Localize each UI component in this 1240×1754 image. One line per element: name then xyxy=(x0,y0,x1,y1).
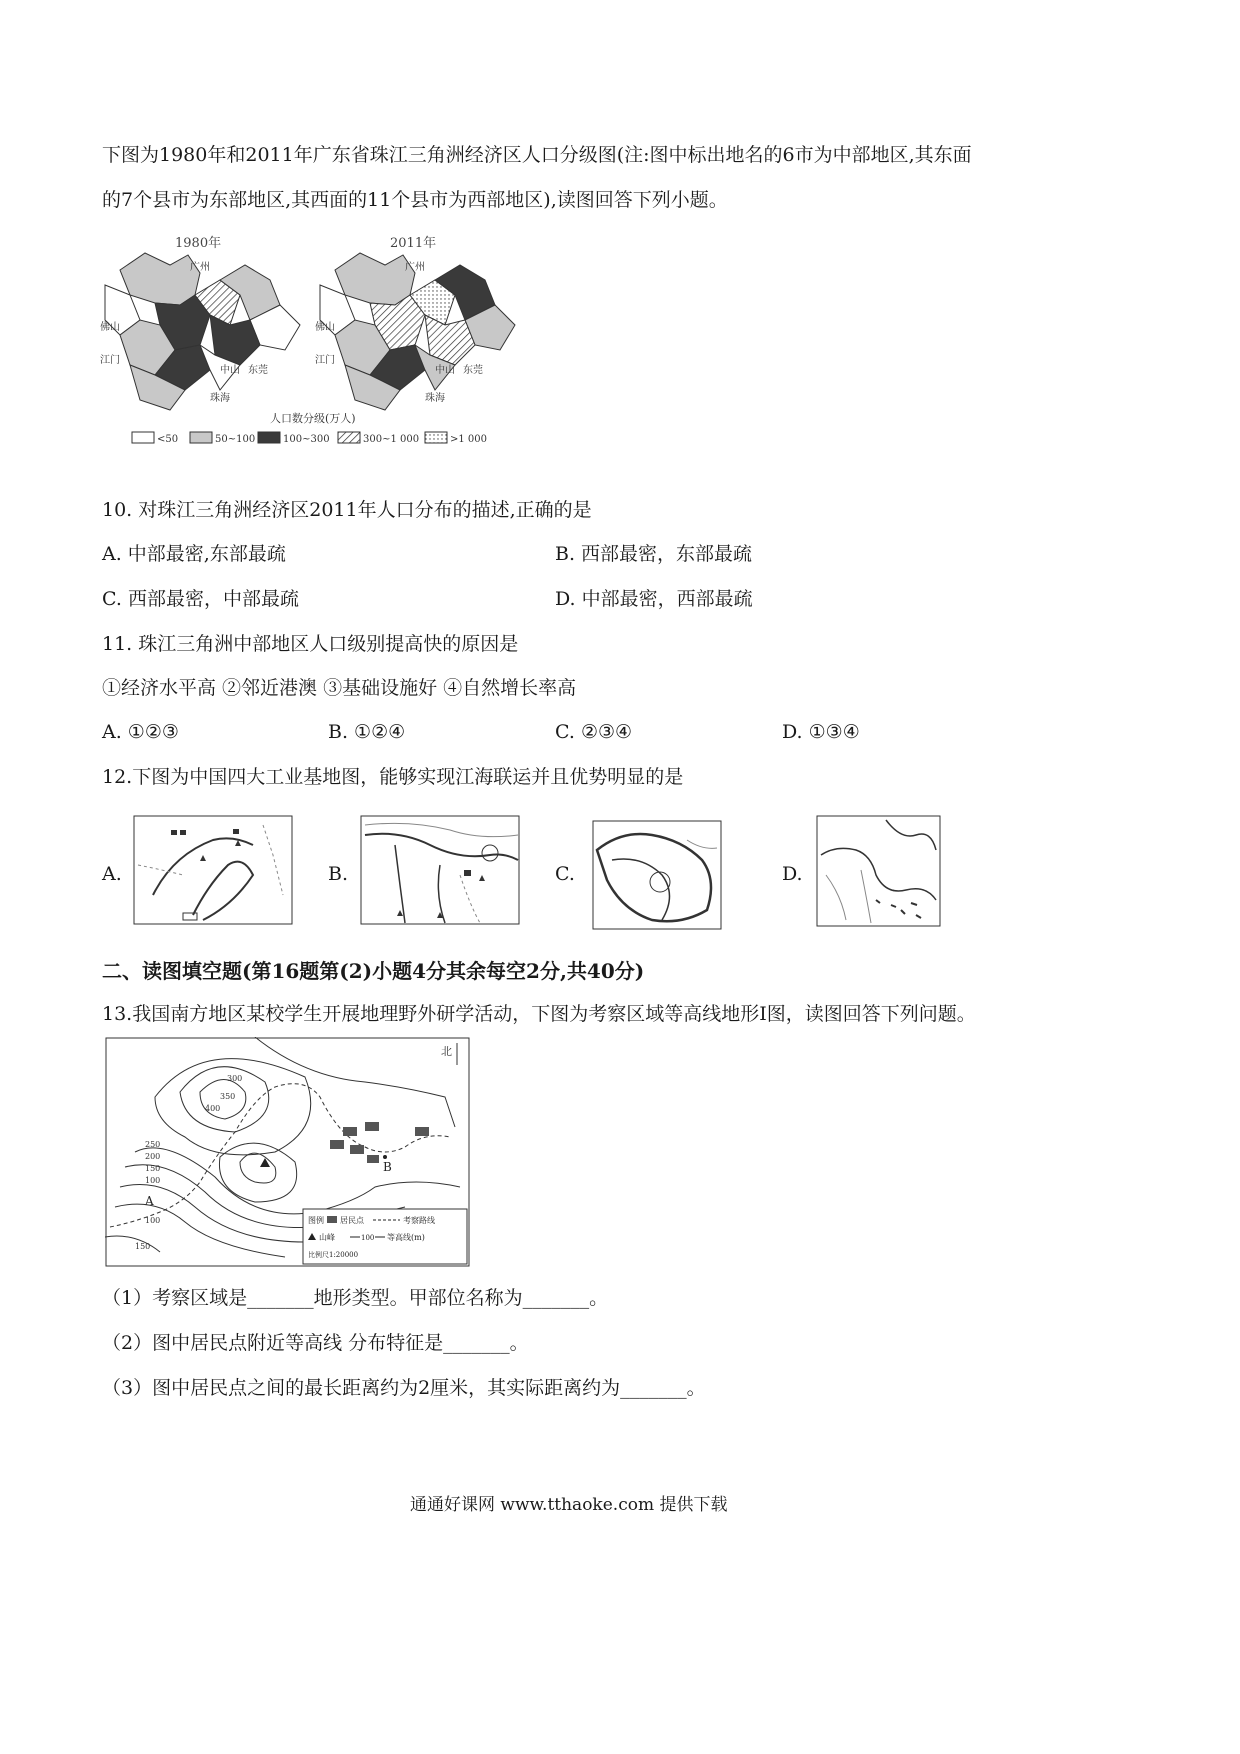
population-maps-figure xyxy=(100,225,540,455)
place-zhuhai-2011: 珠海 xyxy=(425,393,445,404)
settlement-5 xyxy=(367,1155,379,1163)
contour-label-250: 250 xyxy=(145,1140,161,1149)
legend-label-5: >1 000 xyxy=(450,434,488,445)
legend-title: 人口数分级(万人) xyxy=(270,412,356,425)
map-2011 xyxy=(315,235,515,410)
place-guangzhou-2011: 广州 xyxy=(405,262,425,273)
legend-title: 图例 xyxy=(308,1216,324,1225)
q11-option-d[interactable]: D. ①③④ xyxy=(782,721,860,743)
year-label-1980: 1980年 xyxy=(175,236,222,251)
legend-label-1: <50 xyxy=(157,434,179,445)
q11-option-c[interactable]: C. ②③④ xyxy=(555,721,633,743)
legend-route-label: 考察路线 xyxy=(403,1216,435,1225)
contour-label-350: 350 xyxy=(220,1092,236,1101)
legend-swatch-2 xyxy=(190,432,212,443)
place-jiangmen-2011: 江门 xyxy=(315,355,335,366)
settlement-4 xyxy=(350,1145,364,1154)
contour-label-150: 150 xyxy=(145,1164,161,1173)
q10-option-c[interactable]: C. 西部最密，中部最疏 xyxy=(102,588,299,610)
q13-sub-3: （3）图中居民点之间的最长距离约为2厘米，其实际距离约为_______。 xyxy=(102,1377,706,1399)
place-dongguan-1980: 东莞 xyxy=(248,365,268,376)
place-zhongshan-2011: 中山 xyxy=(435,365,455,376)
q10-option-a[interactable]: A. 中部最密,东部最疏 xyxy=(102,543,286,565)
place-dongguan-2011: 东莞 xyxy=(463,365,483,376)
legend-label-2: 50~100 xyxy=(215,434,256,445)
legend-label-3: 100~300 xyxy=(283,434,330,445)
legend-peak-label: 山峰 xyxy=(319,1233,335,1242)
place-foshan-2011: 佛山 xyxy=(315,322,335,333)
legend-settlement-label: 居民点 xyxy=(340,1216,364,1225)
legend xyxy=(132,432,487,445)
q13-stem: 13.我国南方地区某校学生开展地理野外研学活动，下图为考察区域等高线地形Ⅰ图，读图回答下列问题。 xyxy=(102,1003,976,1025)
q13-sub-1: （1）考察区域是_______地形类型。甲部位名称为_______。 xyxy=(102,1287,609,1309)
place-zhongshan-1980: 中山 xyxy=(220,365,240,376)
q11-option-a[interactable]: A. ①②③ xyxy=(102,721,179,743)
q12-label-b[interactable]: B. xyxy=(328,863,349,885)
q12-stem: 12.下图为中国四大工业基地图，能够实现江海联运并且优势明显的是 xyxy=(102,766,684,788)
footer-text: 通通好课网 www.tthaoke.com 提供下载 xyxy=(410,1495,728,1515)
legend-contour-sample: 100 xyxy=(361,1234,375,1242)
legend-settlement-swatch xyxy=(327,1216,337,1223)
map-1980 xyxy=(100,235,300,410)
q12-label-d[interactable]: D. xyxy=(782,863,803,885)
q12-map-b[interactable] xyxy=(360,815,520,925)
q11-items: ①经济水平高 ②邻近港澳 ③基础设施好 ④自然增长率高 xyxy=(102,677,577,699)
place-foshan-1980: 佛山 xyxy=(100,322,120,333)
q13-sub-2: （2）图中居民点附近等高线 分布特征是_______。 xyxy=(102,1332,529,1354)
point-a-label: A xyxy=(145,1194,154,1208)
q10-stem: 10. 对珠江三角洲经济区2011年人口分布的描述,正确的是 xyxy=(102,499,592,521)
year-label-2011: 2011年 xyxy=(390,236,437,251)
point-b-marker xyxy=(383,1155,387,1159)
section-2-title: 二、读图填空题(第16题第(2)小题4分其余每空2分,共40分) xyxy=(102,959,645,983)
north-label: 北 xyxy=(441,1045,452,1058)
q12-map-c[interactable] xyxy=(592,820,722,930)
contour-label-150b: 150 xyxy=(135,1242,151,1251)
settlement-3 xyxy=(330,1140,344,1149)
q13-contour-map xyxy=(105,1037,470,1267)
q12-map-d[interactable] xyxy=(816,815,941,927)
intro-line-2: 的7个县市为东部地区,其西面的11个县市为西部地区),读图回答下列小题。 xyxy=(102,189,728,211)
intro-line-1: 下图为1980年和2011年广东省珠江三角洲经济区人口分级图(注:图中标出地名的6市为中部地区,其东面 xyxy=(102,144,972,166)
point-b-label: B xyxy=(383,1160,392,1174)
place-zhuhai-1980: 珠海 xyxy=(210,393,230,404)
legend-contour-label: 等高线(m) xyxy=(387,1233,425,1242)
contour-label-400: 400 xyxy=(205,1104,221,1113)
settlement-1 xyxy=(343,1127,357,1136)
q11-option-b[interactable]: B. ①②④ xyxy=(328,721,406,743)
contour-label-100b: 100 xyxy=(145,1216,161,1225)
legend-swatch-1 xyxy=(132,432,154,443)
q12-label-c[interactable]: C. xyxy=(555,863,575,885)
q10-option-b[interactable]: B. 西部最密，东部最疏 xyxy=(555,543,753,565)
place-jiangmen-1980: 江门 xyxy=(100,355,120,366)
legend-scale: 比例尺1:20000 xyxy=(308,1251,359,1259)
legend-label-4: 300~1 000 xyxy=(363,434,420,445)
place-guangzhou-1980: 广州 xyxy=(190,262,210,273)
legend-swatch-3 xyxy=(258,432,280,443)
contour-label-200: 200 xyxy=(145,1152,161,1161)
settlement-2 xyxy=(365,1122,379,1131)
q12-label-a[interactable]: A. xyxy=(102,863,122,885)
legend-swatch-4 xyxy=(338,432,360,443)
q11-stem: 11. 珠江三角洲中部地区人口级别提高快的原因是 xyxy=(102,633,519,655)
settlement-6 xyxy=(415,1127,429,1136)
contour-map-legend xyxy=(303,1209,467,1264)
q10-option-d[interactable]: D. 中部最密，西部最疏 xyxy=(555,588,753,610)
contour-label-300: 300 xyxy=(227,1074,243,1083)
q12-map-a[interactable] xyxy=(133,815,293,925)
contour-label-100: 100 xyxy=(145,1176,161,1185)
legend-swatch-5 xyxy=(425,432,447,443)
